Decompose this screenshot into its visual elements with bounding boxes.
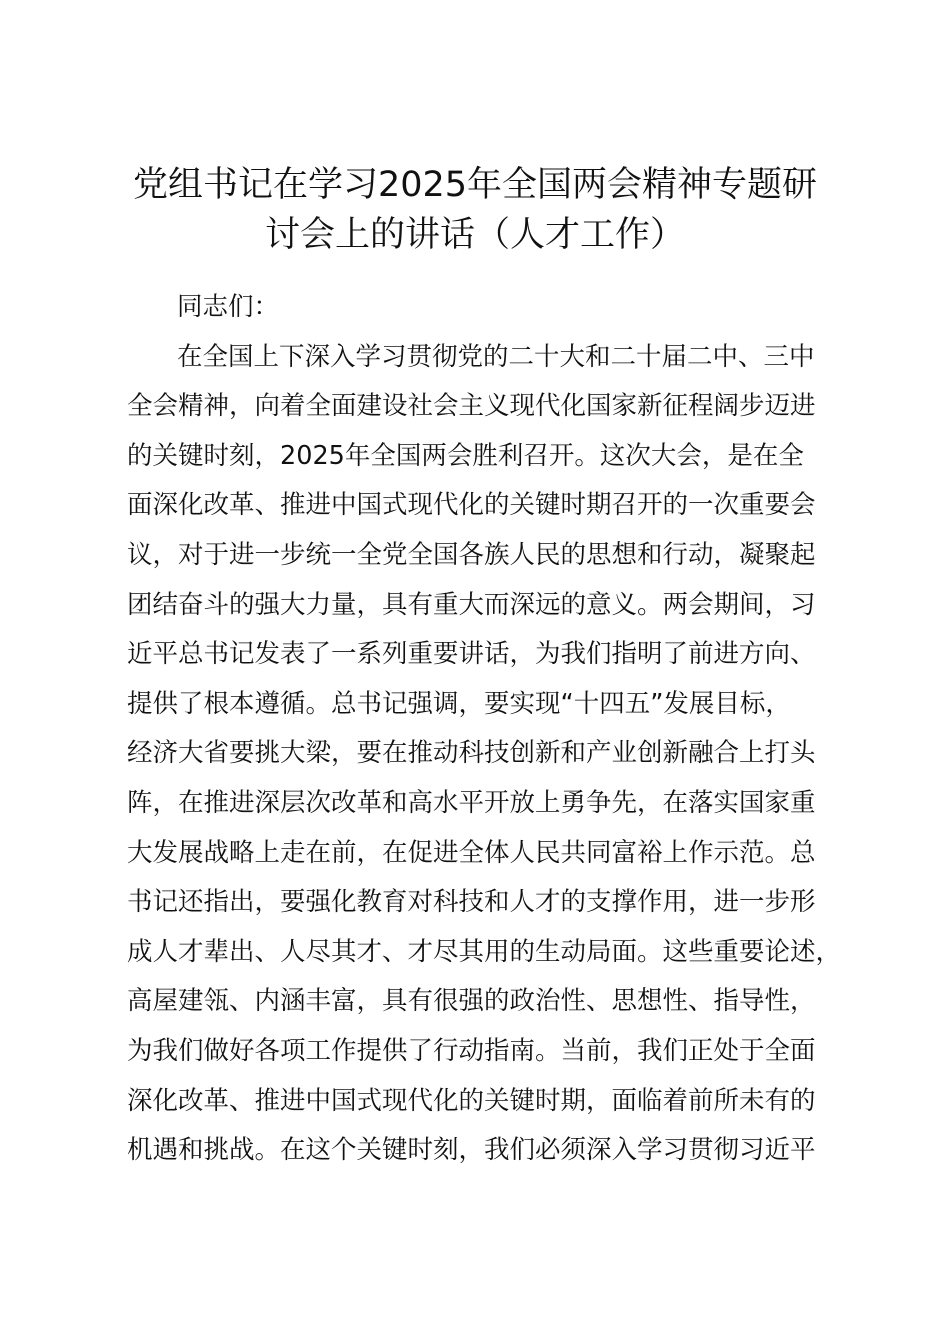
paragraph-line: 成人才辈出、人尽其才、才尽其用的生动局面。这些重要论述， — [127, 936, 842, 967]
document-body — [127, 283, 847, 1176]
paragraph-line: 全会精神，向着全面建设社会主义现代化国家新征程阔步迈进 — [127, 391, 816, 422]
paragraph-line: 团结奋斗的强大力量，具有重大而深远的意义。两会期间，习 — [127, 589, 816, 620]
paragraph-line: 大发展战略上走在前，在促进全体人民共同富裕上作示范。总 — [127, 837, 816, 868]
title-line: 讨会上的讲话（人才工作） — [264, 215, 685, 255]
paragraph-line: 阵，在推进深层次改革和高水平开放上勇争先，在落实国家重 — [127, 787, 816, 818]
paragraph-line: 的关键时刻，2025年全国两会胜利召开。这次大会，是在全 — [127, 440, 804, 471]
title-line: 党组书记在学习2025年全国两会精神专题研 — [132, 165, 818, 205]
paragraph-line: 议，对于进一步统一全党全国各族人民的思想和行动，凝聚起 — [127, 539, 816, 570]
document-title — [110, 160, 840, 260]
salutation: 同志们： — [177, 292, 280, 322]
paragraph-line: 为我们做好各项工作提供了行动指南。当前，我们正处于全面 — [127, 1035, 816, 1066]
paragraph-line: 经济大省要挑大梁，要在推动科技创新和产业创新融合上打头 — [127, 738, 816, 769]
paragraph-line: 机遇和挑战。在这个关键时刻，我们必须深入学习贯彻习近平 — [127, 1135, 816, 1166]
paragraph-line: 面深化改革、推进中国式现代化的关键时期召开的一次重要会 — [127, 490, 816, 521]
paragraph-line: 书记还指出，要强化教育对科技和人才的支撑作用，进一步形 — [127, 887, 816, 918]
paragraph-line: 近平总书记发表了一系列重要讲话，为我们指明了前进方向、 — [127, 639, 816, 670]
paragraph-line: 深化改革、推进中国式现代化的关键时期，面临着前所未有的 — [127, 1085, 816, 1116]
body-paragraph — [127, 333, 847, 1176]
paragraph-line: 提供了根本遵循。总书记强调，要实现“十四五”发展目标， — [127, 688, 791, 719]
paragraph-line: 在全国上下深入学习贯彻党的二十大和二十届二中、三中 — [177, 341, 815, 372]
paragraph-line: 高屋建瓴、内涵丰富，具有很强的政治性、思想性、指导性， — [127, 986, 816, 1017]
